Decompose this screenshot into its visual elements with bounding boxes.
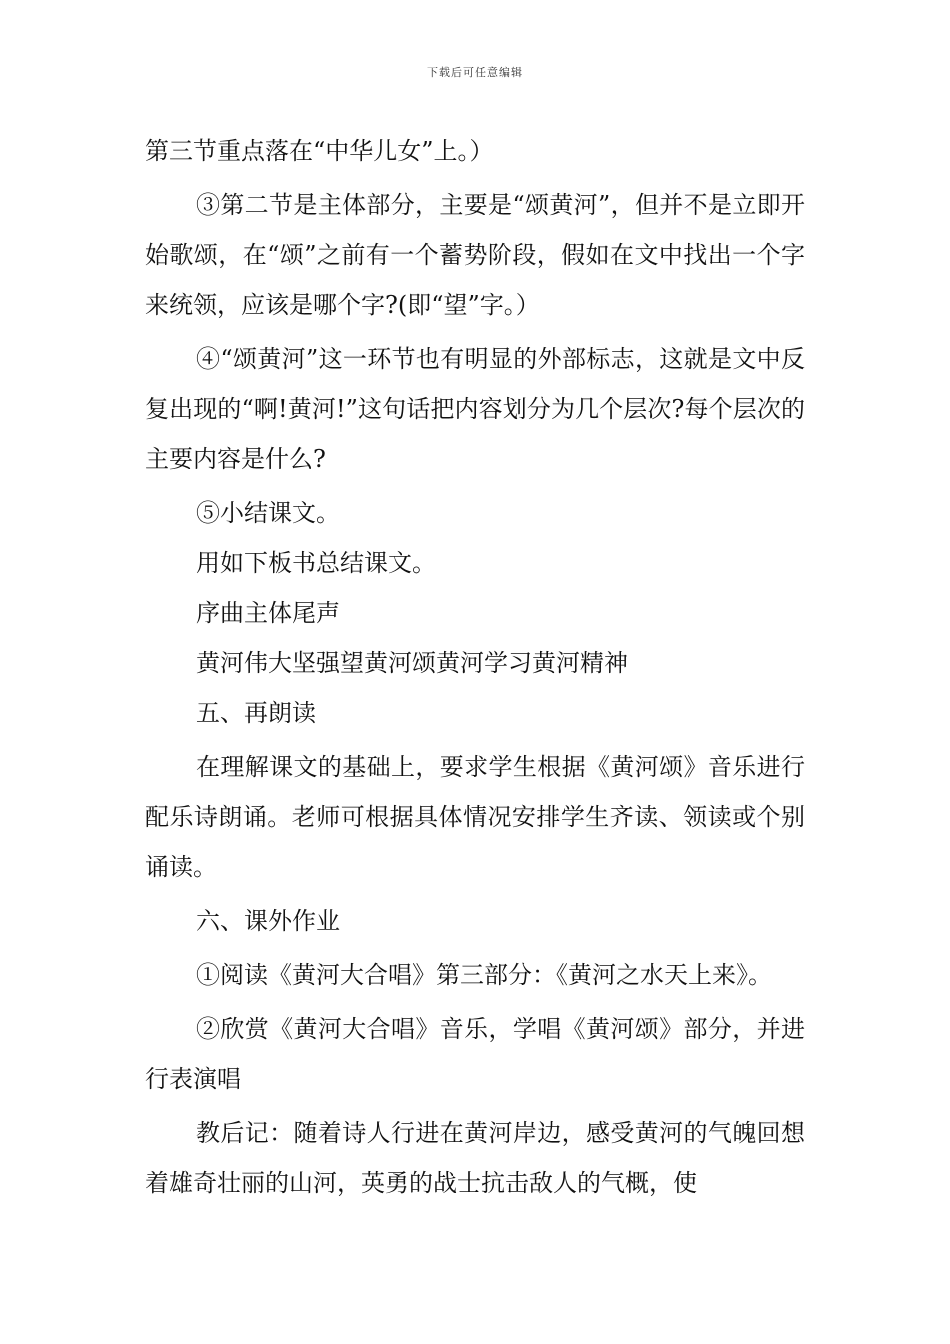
- section-heading: 五、再朗读: [196, 699, 316, 727]
- paragraph: 教后记：随着诗人行进在黄河岸边，感受黄河的气魄回想着雄奇壮丽的山河，英勇的战士抗击敌人的气概，使: [145, 1119, 805, 1197]
- page-header: 下载后可任意编辑: [427, 66, 523, 79]
- paragraph: ②欣赏《黄河大合唱》音乐，学唱《黄河颂》部分，并进行表演唱: [145, 1015, 805, 1093]
- paragraph: 黄河伟大坚强望黄河颂黄河学习黄河精神: [196, 649, 628, 677]
- paragraph: ③第二节是主体部分，主要是“颂黄河”，但并不是立即开始歌颂，在“颂”之前有一个蓄势阶段，假如在文中找出一个字来统领，应该是哪个字?(即“望”字。）: [145, 191, 805, 319]
- section-heading: 六、课外作业: [196, 907, 340, 935]
- paragraph: ⑤小结课文。: [196, 499, 340, 527]
- paragraph: ④“颂黄河”这一环节也有明显的外部标志，这就是文中反复出现的“啊!黄河!”这句话把内容划分为几个层次?每个层次的主要内容是什么?: [145, 345, 805, 473]
- paragraph: 用如下板书总结课文。: [196, 549, 436, 577]
- paragraph: 在理解课文的基础上，要求学生根据《黄河颂》音乐进行配乐诗朗诵。老师可根据具体情况安排学生齐读、领读或个别诵读。: [145, 753, 805, 881]
- document-body: [145, 126, 805, 1208]
- paragraph: 第三节重点落在“中华儿女”上。）: [145, 137, 494, 165]
- paragraph: ①阅读《黄河大合唱》第三部分：《黄河之水天上来》。: [196, 961, 772, 989]
- paragraph: 序曲主体尾声: [196, 599, 340, 627]
